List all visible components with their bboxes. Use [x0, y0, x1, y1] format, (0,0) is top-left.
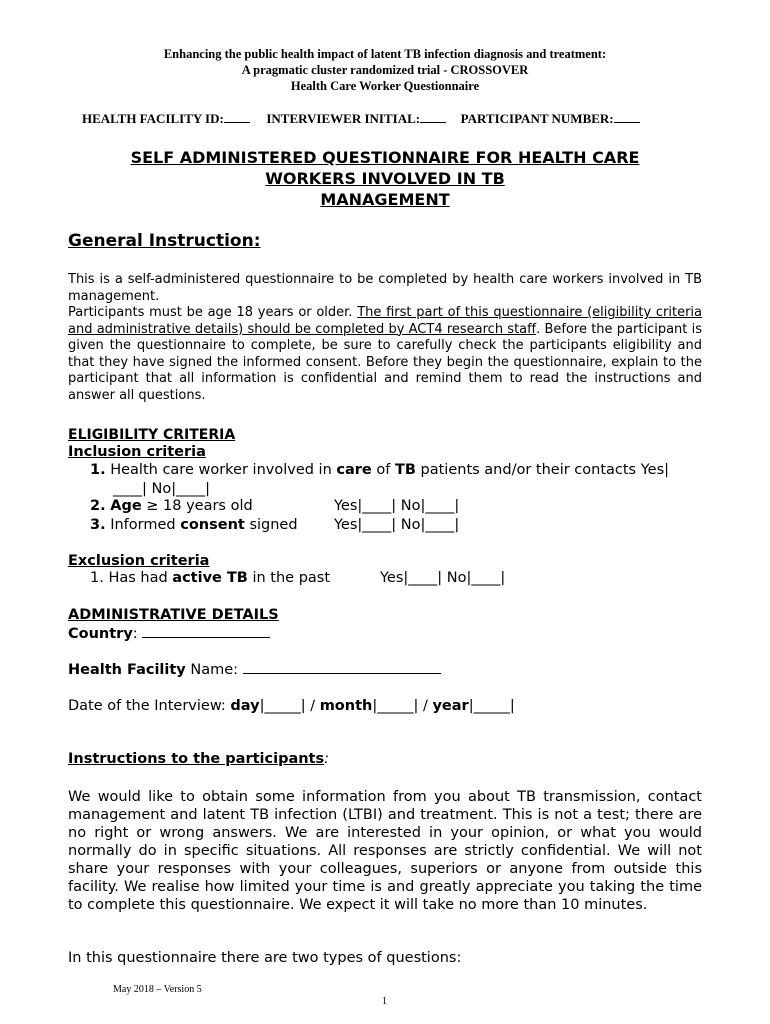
participant-number-blank[interactable] [614, 110, 640, 123]
participant-instructions-p2: In this questionnaire there are two types of questions: [68, 950, 462, 966]
exclusion-heading: Exclusion criteria [68, 553, 210, 569]
version-footer: May 2018 – Version 5 [113, 984, 202, 995]
study-subtitle-line: A pragmatic cluster randomized trial - CROSSOVER [241, 63, 529, 77]
exclusion-item-1-answer[interactable]: Yes|____| No|____| [380, 570, 506, 586]
health-facility-input[interactable] [243, 661, 441, 674]
form-title-line3: MANAGEMENT [320, 190, 450, 209]
inclusion-item-1-answer[interactable]: ____| No|____| [113, 481, 210, 497]
participant-instructions-heading: Instructions to the participants: [68, 751, 330, 767]
general-instruction-heading: General Instruction: [68, 231, 261, 251]
facility-id-blank[interactable] [224, 110, 250, 123]
administrative-heading: ADMINISTRATIVE DETAILS [68, 607, 279, 623]
country-input[interactable] [142, 625, 270, 638]
general-instruction-p2: Participants must be age 18 years or older. The first part of this questionnaire (eligibility criteria and administrative details) should be completed by ACT4 research staff. Before the participant is given the questionnaire to complete, be sure to carefully check the participants eligibility and that they have signed the informed consent. Before they begin the questionnaire, explain to the participant that all information is confidential and remind them to read the instructions and answer all questions. [68, 305, 703, 403]
form-title-line1: SELF ADMINISTERED QUESTIONNAIRE FOR HEALTH CARE [130, 148, 640, 167]
country-field: Country: [68, 625, 270, 642]
eligibility-heading: ELIGIBILITY CRITERIA [68, 427, 236, 443]
inclusion-item-3-answer[interactable]: Yes|____| No|____| [334, 517, 460, 533]
participant-instructions-p1: We would like to obtain some information from you about TB transmission, contact management and latent TB infection (LTBI) and treatment. This is not a test; there are no right or wrong answers. We are interested in your opinion, or what you would normally do in specific situations. All responses are strictly confidential. We will not share your responses with your colleagues, superiors or anyone from outside this facility. We realise how limited your time is and greatly appreciate you taking the time to complete this questionnaire. We expect it will take no more than 10 minutes. [68, 789, 702, 913]
page-number: 1 [382, 996, 387, 1007]
interviewer-initial-label: INTERVIEWER INITIAL: [266, 111, 421, 126]
id-fields-row [82, 110, 640, 127]
health-facility-field: Health Facility Name: [68, 661, 441, 678]
participant-number-label: PARTICIPANT NUMBER: [460, 111, 614, 126]
inclusion-item-2: 2. Age ≥ 18 years old [90, 498, 253, 514]
general-instruction-p1: This is a self-administered questionnaire to be completed by health care workers involved in TB management. [68, 272, 702, 304]
exclusion-item-1: 1. Has had active TB in the past [90, 570, 331, 586]
inclusion-item-1: 1. Health care worker involved in care of TB patients and/or their contacts Yes| [90, 462, 670, 478]
facility-id-label: HEALTH FACILITY ID: [82, 111, 224, 126]
questionnaire-name-line: Health Care Worker Questionnaire [290, 79, 480, 93]
interviewer-initial-blank[interactable] [420, 110, 446, 123]
study-title-line: Enhancing the public health impact of latent TB infection diagnosis and treatment: [163, 47, 607, 61]
inclusion-item-3: 3. Informed consent signed [90, 517, 298, 533]
interview-date-field[interactable]: Date of the Interview: day|_____| / month|_____| / year|_____| [68, 698, 515, 714]
form-title-line2: WORKERS INVOLVED IN TB [265, 169, 505, 188]
inclusion-item-2-answer[interactable]: Yes|____| No|____| [334, 498, 460, 514]
inclusion-heading: Inclusion criteria [68, 444, 206, 460]
